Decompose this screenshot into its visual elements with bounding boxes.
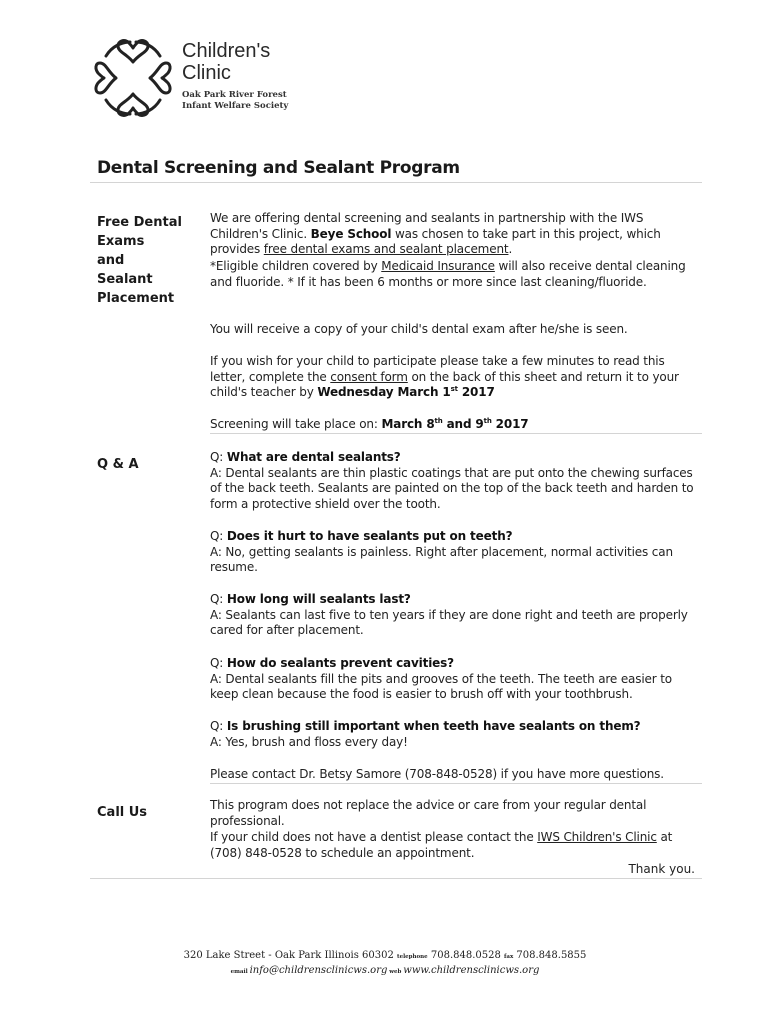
medicaid-text: will also receive dental cleaning and fluoride. * If it has been 6 months or more since last cleaning/fluoride. <box>210 259 686 289</box>
qa-item <box>210 719 702 750</box>
section-label-call-us: Call Us <box>97 805 148 820</box>
date-text: and 9 <box>442 417 484 431</box>
logo-name <box>182 40 270 84</box>
dentist-text: If your child does not have a dentist please contact the <box>210 830 538 844</box>
qa-question <box>210 450 702 466</box>
logo-sub-line1: Oak Park River Forest <box>182 90 287 100</box>
section-label-free-dental <box>97 213 182 308</box>
q-prefix: Q: <box>210 529 227 543</box>
medicaid-text: *Eligible children covered by <box>210 259 382 273</box>
exam-copy-paragraph: You will receive a copy of your child's dental exam after he/she is seen. <box>210 322 628 336</box>
address-text: 320 Lake Street - Oak Park Illinois 60302 <box>183 950 398 961</box>
intro-text: . <box>508 242 513 257</box>
qa-question <box>210 592 702 608</box>
section-divider <box>210 783 702 784</box>
consent-form-link[interactable]: consent form <box>330 369 408 384</box>
date-sup: th <box>434 417 443 425</box>
q-text: Is brushing still important when teeth have sealants on them? <box>226 719 641 733</box>
footer-address <box>0 950 770 961</box>
tel-label: telephone <box>397 954 428 960</box>
label-line: and <box>97 253 125 268</box>
email-label: email <box>230 969 250 975</box>
label-line: Exams <box>97 234 145 249</box>
page-title: Dental Screening and Sealant Program <box>97 158 460 178</box>
medicaid-link[interactable]: Medicaid Insurance <box>381 259 495 273</box>
qa-item <box>210 529 702 576</box>
thank-you: Thank you. <box>628 862 695 876</box>
qa-answer: A: Yes, brush and floss every day! <box>210 734 408 749</box>
clinic-logo <box>94 38 294 118</box>
qa-question <box>210 656 702 672</box>
date-year: 2017 <box>491 417 529 431</box>
web-link[interactable]: www.childrensclinicws.org <box>403 965 540 976</box>
logo-subtitle <box>182 90 288 112</box>
section-divider <box>210 433 702 434</box>
screening-date <box>381 417 528 431</box>
medicaid-paragraph <box>210 259 702 290</box>
logo-sub-line2: Infant Welfare Society <box>182 101 289 111</box>
web-label: web <box>387 969 404 975</box>
qa-question <box>210 529 702 545</box>
deadline-date <box>317 385 494 399</box>
q-text: What are dental sealants? <box>226 450 401 464</box>
q-prefix: Q: <box>210 450 227 464</box>
date-sup: th <box>483 417 492 425</box>
qa-answer: A: No, getting sealants is painless. Right after placement, normal activities can resume. <box>210 544 673 575</box>
q-text: How long will sealants last? <box>226 592 411 606</box>
q-text: How do sealants prevent cavities? <box>226 656 454 670</box>
footer-contact <box>0 965 770 976</box>
screening-text: Screening will take place on: <box>210 417 382 431</box>
dentist-text: at (708) 848-0528 to schedule an appointment. <box>210 830 673 860</box>
q-text: Does it hurt to have sealants put on teeth? <box>226 529 513 543</box>
title-divider <box>90 182 702 183</box>
hearts-logo-icon <box>94 38 172 118</box>
logo-name-line2: Clinic <box>182 62 231 84</box>
qa-item <box>210 450 702 512</box>
email-link[interactable]: info@childrensclinicws.org <box>249 965 388 976</box>
qa-answer: A: Dental sealants are thin plastic coatings that are put onto the chewing surfaces of the back teeth. Sealants are painted on the top of the back teeth and harden to form a protective shield over the tooth. <box>210 465 694 511</box>
call-us-paragraph: This program does not replace the advice or care from your regular dental professional. <box>210 798 647 828</box>
q-prefix: Q: <box>210 656 227 670</box>
school-name: Beye School <box>310 226 392 241</box>
q-prefix: Q: <box>210 592 227 606</box>
section-label-qa: Q & A <box>97 457 139 472</box>
dentist-contact-paragraph <box>210 830 702 861</box>
screening-dates <box>210 417 702 433</box>
qa-item <box>210 592 702 639</box>
date-text: March 8 <box>381 417 435 431</box>
logo-name-line1: Children's <box>182 40 271 62</box>
consent-paragraph <box>210 354 702 401</box>
label-line: Placement <box>97 291 175 306</box>
qa-question <box>210 719 702 735</box>
fax-label: fax <box>504 954 514 960</box>
contact-line: Please contact Dr. Betsy Samore (708-848-0528) if you have more questions. <box>210 767 664 781</box>
qa-answer: A: Sealants can last five to ten years if they are done right and teeth are properly cared for after placement. <box>210 607 688 638</box>
fax-number: 708.848.5855 <box>513 950 587 961</box>
label-line: Free Dental <box>97 215 182 230</box>
deadline-sup: st <box>450 385 458 394</box>
intro-text: was chosen to take part in this project, which provides <box>210 226 661 257</box>
iws-clinic-link[interactable]: IWS Children's Clinic <box>537 830 657 844</box>
consent-text: on the back of this sheet and return it to your child's teacher by <box>210 369 679 400</box>
intro-paragraph <box>210 211 702 258</box>
free-exams-link[interactable]: free dental exams and sealant placement <box>263 242 509 257</box>
qa-item <box>210 656 702 703</box>
deadline-text: Wednesday March 1 <box>317 385 451 400</box>
qa-answer: A: Dental sealants fill the pits and grooves of the teeth. The teeth are easier to keep clean because the food is easier to brush off with your toothbrush. <box>210 671 672 702</box>
deadline-year: 2017 <box>457 385 495 400</box>
label-line: Sealant <box>97 272 153 287</box>
bottom-divider <box>90 878 702 879</box>
intro-text: We are offering dental screening and sealants in partnership with the IWS Children's Clinic. <box>210 211 644 241</box>
tel-number: 708.848.0528 <box>427 950 505 961</box>
consent-text: If you wish for your child to participate please take a few minutes to read this letter, complete the <box>210 354 665 384</box>
q-prefix: Q: <box>210 719 227 733</box>
